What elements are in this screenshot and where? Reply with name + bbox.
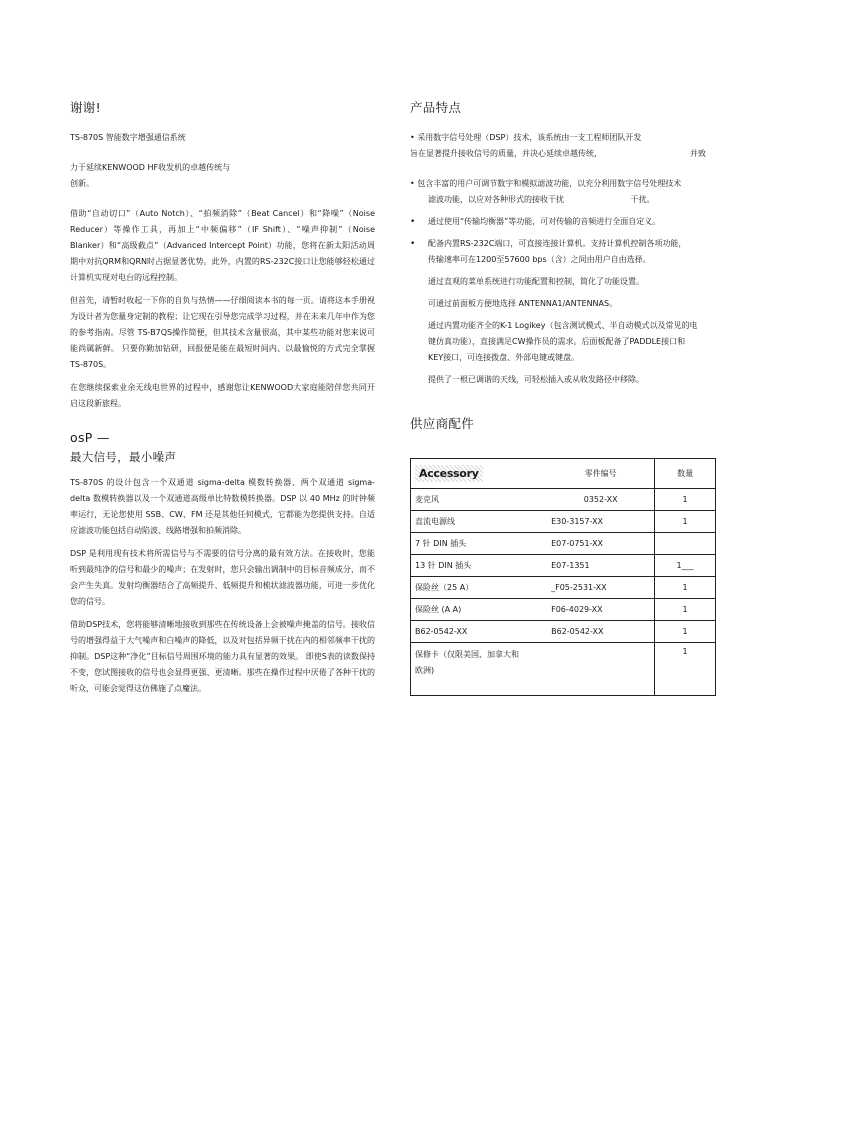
paragraph-dsp-design: TS-870S 的设计包含一个双通道 sigma-delta 模数转换器、两个双通道 sigma-delta 数模转换器以及一个双通道高级单比特数模转换器。DSP 以 40 MHz 的时钟频率运行，无论您使用 SSB、CW、FM 还是其他任何模式，它都能为您提供支持。自适应滤波功能包括自动陷波、线路增强和拍频消除。 — [70, 478, 375, 535]
feature-dsp-line-2b: 并致 — [690, 149, 706, 158]
bullet-icon: • — [410, 239, 416, 249]
feature-rs232c-line-2: 传输速率可在1200至57600 bps（含）之间由用户自由选择。 — [428, 255, 651, 264]
accessory-part: F06-4029-XX — [547, 599, 655, 621]
quantity-header: 数量 — [655, 459, 716, 489]
paragraph-thanks-family: 在您继续探索业余无线电世界的过程中，感谢您让KENWOOD大家庭能陪伴您共同开启这段新旅程。 — [70, 383, 375, 408]
part-number-header: 零件编号 — [547, 459, 655, 489]
left-column — [70, 98, 375, 697]
feature-rs232c — [410, 236, 720, 268]
accessory-part: E30-3157-XX — [547, 511, 655, 533]
dsp-heading-1: osP — — [70, 430, 110, 445]
paragraph-read-manual: 但首先，请暂时收起一下你的自负与热情——仔细阅读本书的每一页。请将这本手册视为设计者为您量身定制的教程；让它现在引导您完成学习过程，并在未来几年中作为您的参考指南。尽管 TS-B7QS操作简便，但其技术含量很高，其中某些功能对您来说可能尚属新鲜。 只要你勤加钻研，回报便是能在最短时间内、以最愉悦的方式完全掌握 TS-870S。 — [70, 296, 375, 369]
paragraph-features-tools: 借助“自动切口”（Auto Notch）、“拍频消除”（Beat Cancel）和“降噪”（Noise Reducer）等操作工具，再加上“中频偏移”（IF Shift）、“噪声抑制”（Noise Blanker）和“高级截点”（Advanced Intercept Point）功能，您将在新太阳活动周期中对抗QRM和QRN时占据显著优势。此外，内置的RS-232C接口让您能够轻松通过计算机实现对电台的远程控制。 — [70, 209, 375, 282]
warranty-line-2: 欧洲) — [415, 666, 435, 675]
feature-dsp-line-2a: 旨在显著提升接收信号的质量，并决心延续卓越传统， — [410, 149, 602, 158]
intro-line-2: 创新。 — [70, 179, 94, 188]
feature-dsp-line-1: • 采用数字信号处理（DSP）技术，该系统由一支工程师团队开发 — [410, 133, 642, 142]
feature-equalizer-text: 通过使用“传输均衡器”等功能，可对传输的音频进行全面自定义。 — [428, 217, 661, 226]
table-row — [411, 533, 716, 555]
feature-logikey-line-1: 通过内置功能齐全的K-1 Logikey（包含测试模式、半自动模式以及常见的电 — [428, 321, 698, 330]
accessory-part — [547, 643, 655, 696]
features-heading: 产品特点 — [410, 100, 462, 115]
paragraph-dsp-separation: DSP 是利用现有技术将所需信号与不需要的信号分离的最有效方法。在接收时，您能听到最纯净的信号和最少的噪声；在发射时，您只会输出调制中的目标音频成分，而不会产生失真。发射均衡器结合了高频提升、低频提升和梳状滤波器功能，可进一步优化您的信号。 — [70, 549, 375, 606]
feature-antenna: 可通过前面板方便地选择 ANTENNA1/ANTENNAS。 — [428, 299, 618, 308]
feature-menu: 通过直观的菜单系统进行功能配置和控制，简化了功能设置。 — [428, 277, 644, 286]
accessory-name-warranty — [411, 643, 548, 696]
accessory-name: 7 针 DIN 插头 — [411, 533, 548, 555]
accessory-qty: 1 — [655, 489, 716, 511]
feature-dsp-line-2 — [410, 146, 720, 162]
feature-filter-line-1: • 包含丰富的用户可调节数字和模拟滤波功能，以充分利用数字信号处理技术 — [410, 179, 682, 188]
feature-equalizer — [410, 214, 720, 230]
table-header-row — [411, 459, 716, 489]
right-column — [410, 98, 720, 696]
table-row — [411, 599, 716, 621]
warranty-line-1: 保修卡（仅限美国、加拿大和 — [415, 650, 519, 659]
accessory-header-cell — [411, 459, 548, 489]
feature-logikey-line-2: 键仿真功能），直接满足CW操作员的需求。后面板配备了PADDLE接口和 — [428, 337, 686, 346]
accessory-qty: 1 — [655, 643, 716, 696]
accessory-name: 保险丝 (A A) — [411, 599, 548, 621]
accessory-part: 0352-XX — [547, 489, 655, 511]
bullet-icon: • — [410, 217, 416, 227]
accessory-name: 保险丝（25 A） — [411, 577, 548, 599]
accessory-part: B62-0542-XX — [547, 621, 655, 643]
feature-filter-line-2b: 干扰。 — [630, 195, 655, 204]
accessory-qty: 1 — [655, 621, 716, 643]
feature-tuned-antenna: 提供了一根已调谐的天线，可轻松插入或从收发路径中移除。 — [428, 375, 644, 384]
accessory-qty: 1___ — [655, 555, 716, 577]
accessory-badge: Accessory — [415, 465, 483, 482]
table-row — [411, 621, 716, 643]
supplied-accessories-heading: 供应商配件 — [410, 416, 475, 431]
accessory-qty — [655, 533, 716, 555]
paragraph-dsp-clarity: 借助DSP技术，您将能够清晰地接收到那些在传统设备上会被噪声掩盖的信号。接收信号的增强得益于大气噪声和白噪声的降低，以及对包括异频干扰在内的相邻频率干扰的抑制。DSP这种“净化”目标信号周围环境的能力具有显著的效果。 即使S表的读数保持不变，您试图接收的信号也会显得更强、更清晰。那些在操作过程中厌倦了各种干扰的听众，可能会觉得这仿佛施了点魔法。 — [70, 620, 375, 693]
accessory-qty: 1 — [655, 577, 716, 599]
product-line: TS-870S 智能数字增强通信系统 — [70, 133, 186, 142]
accessory-qty: 1 — [655, 511, 716, 533]
feature-filter-line-2 — [410, 192, 720, 208]
accessory-name: 13 针 DIN 插头 — [411, 555, 548, 577]
accessory-name: 麦克风 — [411, 489, 548, 511]
accessory-part: E07-1351 — [547, 555, 655, 577]
table-row — [411, 643, 716, 696]
table-row — [411, 577, 716, 599]
accessory-part: E07-0751-XX — [547, 533, 655, 555]
accessory-part: _F05-2531-XX — [547, 577, 655, 599]
accessory-name: B62-0542-XX — [411, 621, 548, 643]
feature-logikey-line-3: KEY接口，可连接拨盘、外部电键或键盘。 — [428, 353, 580, 362]
table-row — [411, 489, 716, 511]
feature-filter-line-2a: 滤波功能，以应对各种形式的接收干扰 — [428, 195, 564, 204]
accessory-name: 直流电源线 — [411, 511, 548, 533]
accessory-qty: 1 — [655, 599, 716, 621]
feature-rs232c-line-1: 配备内置RS-232C端口，可直接连接计算机。支持计算机控制各项功能， — [428, 239, 687, 248]
thanks-heading: 谢谢! — [70, 100, 101, 115]
accessories-table — [410, 458, 716, 696]
table-row — [411, 555, 716, 577]
dsp-heading-2: 最大信号，最小噪声 — [70, 450, 177, 464]
table-row — [411, 511, 716, 533]
intro-line-1: 力于延续KENWOOD HF收发机的卓越传统与 — [70, 163, 231, 172]
